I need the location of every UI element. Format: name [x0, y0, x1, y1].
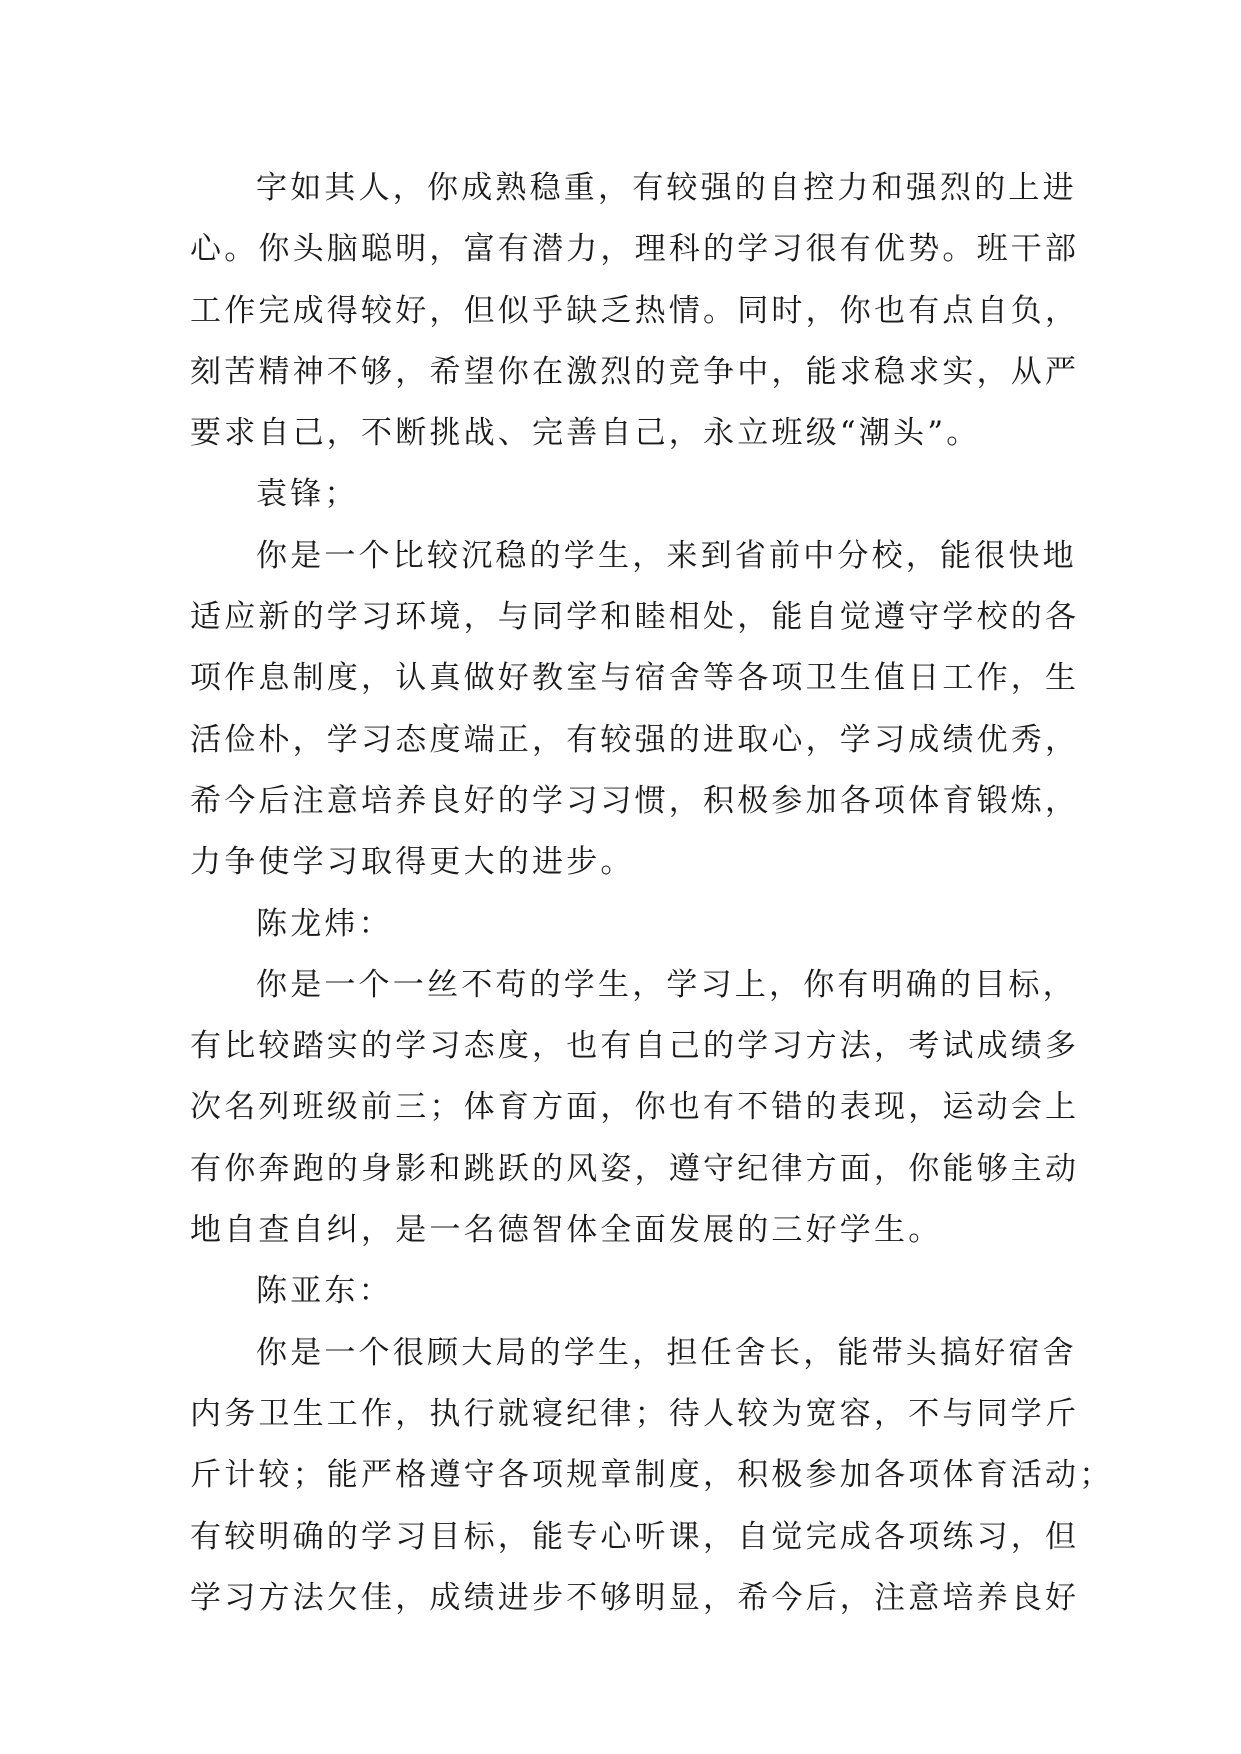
paragraph-line: 适应新的学习环境，与同学和睦相处，能自觉遵守学校的各 — [190, 599, 1080, 636]
paragraph-line: 字如其人，你成熟稳重，有较强的自控力和强烈的上进 — [256, 170, 1077, 206]
paragraph-line: 工作完成得较好，但似乎缺乏热情。同时，你也有点自负， — [190, 292, 1080, 329]
paragraph-line: 次名列班级前三；体育方面，你也有不错的表现，运动会上 — [190, 1089, 1080, 1126]
paragraph-line: 你是一个比较沉稳的学生，来到省前中分校，能很快地 — [256, 537, 1077, 574]
paragraph-line: 你是一个很顾大局的学生，担任舍长，能带头搞好宿舍 — [256, 1334, 1077, 1371]
paragraph-line: 斤计较；能严格遵守各项规章制度，积极参加各项体育活动； — [190, 1457, 1114, 1494]
student-name-heading: 陈亚东： — [256, 1273, 393, 1310]
paragraph-line: 学习方法欠佳，成绩进步不够明显，希今后，注意培养良好 — [190, 1579, 1080, 1616]
paragraph-line: 内务卫生工作，执行就寝纪律；待人较为宽容，不与同学斤 — [190, 1395, 1080, 1432]
student-name-heading: 陈龙炜： — [256, 905, 393, 942]
paragraph-line: 项作息制度，认真做好教室与宿舍等各项卫生值日工作，生 — [190, 660, 1080, 697]
paragraph-line: 有比较踏实的学习态度，也有自己的学习方法，考试成绩多 — [190, 1028, 1080, 1065]
paragraph-line: 地自查自纠，是一名德智体全面发展的三好学生。 — [190, 1212, 943, 1249]
paragraph-line: 你是一个一丝不苟的学生，学习上，你有明确的目标， — [256, 966, 1077, 1003]
paragraph-line: 力争使学习取得更大的进步。 — [190, 844, 635, 881]
paragraph-line: 心。你头脑聪明，富有潜力，理科的学习很有优势。班干部 — [190, 231, 1080, 268]
paragraph-line: 要求自己，不断挑战、完善自己，永立班级“潮头”。 — [190, 415, 981, 452]
paragraph-line: 活俭朴，学习态度端正，有较强的进取心，学习成绩优秀， — [190, 721, 1080, 758]
paragraph-line: 刻苦精神不够，希望你在激烈的竞争中，能求稳求实，从严 — [190, 353, 1080, 390]
paragraph-line: 希今后注意培养良好的学习习惯，积极参加各项体育锻炼， — [190, 782, 1080, 819]
student-name-heading: 袁锋； — [256, 476, 359, 513]
paragraph-line: 有你奔跑的身影和跳跃的风姿，遵守纪律方面，你能够主动 — [190, 1150, 1080, 1187]
paragraph-line: 有较明确的学习目标，能专心听课，自觉完成各项练习，但 — [190, 1518, 1080, 1555]
document-body — [190, 158, 1114, 1629]
